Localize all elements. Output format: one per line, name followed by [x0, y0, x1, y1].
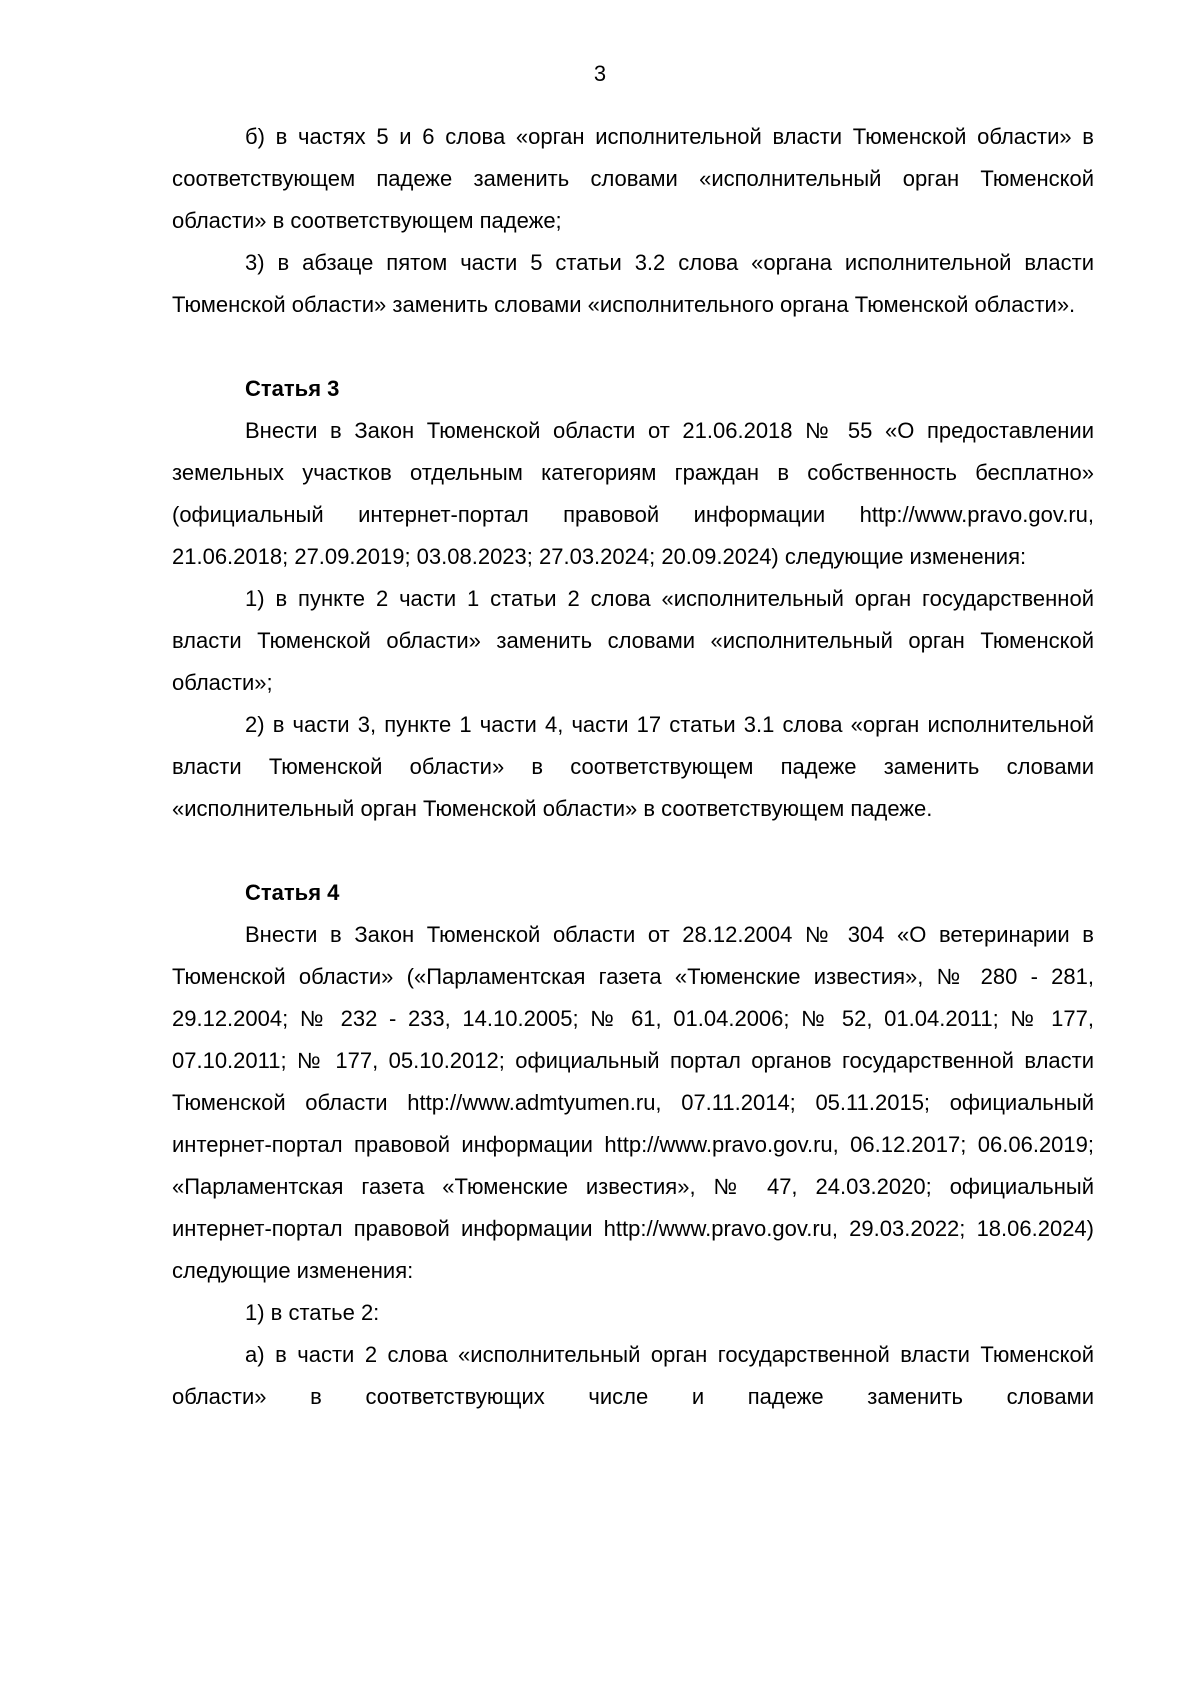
article-3-intro-paragraph: Внести в Закон Тюменской области от 21.06.2018 № 55 «О предоставлении земельных участков отдельным категориям граждан в собственность бесплатно» (официальный интернет-портал правовой информации http://www.pravo.gov.ru, 21.06.2018; 27.09.2019; 03.08.2023; 27.03.2024; 20.09.2024) следующие изменения: — [172, 418, 1094, 569]
article-4-heading: Статья 4 — [245, 880, 340, 905]
spacer — [172, 326, 1094, 368]
article-4-intro-paragraph: Внести в Закон Тюменской области от 28.12.2004 № 304 «О ветеринарии в Тюменской области» («Парламентская газета «Тюменские известия», № 280 - 281, 29.12.2004; № 232 - 233, 14.10.2005; № 61, 01.04.2006; № 52, 01.04.2011; № 177, 07.10.2011; № 177, 05.10.2012; официальный портал органов государственной власти Тюменской области http://www.admtyumen.ru, 07.11.2014; 05.11.2015; официальный интернет-портал правовой информации http://www.pravo.gov.ru, 06.12.2017; 06.06.2019; «Парламентская газета «Тюменские известия», № 47, 24.03.2020; официальный интернет-портал правовой информации http://www.pravo.gov.ru, 29.03.2022; 18.06.2024) следующие изменения: — [172, 922, 1094, 1283]
document-body — [172, 116, 1094, 1418]
page-number: 3 — [593, 61, 607, 86]
article-4-item-1: 1) в статье 2: — [245, 1300, 380, 1325]
article-3-heading: Статья 3 — [245, 376, 340, 401]
spacer — [172, 830, 1094, 872]
paragraph-b-parts-5-6: б) в частях 5 и 6 слова «орган исполнительной власти Тюменской области» в соответствующем падеже заменить словами «исполнительный орган Тюменской области» в соответствующем падеже; — [172, 124, 1094, 233]
paragraph-3-article-3-2: 3) в абзаце пятом части 5 статьи 3.2 слова «органа исполнительной власти Тюменской области» заменить словами «исполнительного органа Тюменской области». — [172, 250, 1094, 317]
article-4-item-a: а) в части 2 слова «исполнительный орган государственной власти Тюменской области» в соответствующих числе и падеже заменить словами — [172, 1342, 1094, 1409]
article-3-item-2: 2) в части 3, пункте 1 части 4, части 17 статьи 3.1 слова «орган исполнительной власти Тюменской области» в соответствующем падеже заменить словами «исполнительный орган Тюменской области» в соответствующем падеже. — [172, 712, 1094, 821]
article-3-item-1: 1) в пункте 2 части 1 статьи 2 слова «исполнительный орган государственной власти Тюменской области» заменить словами «исполнительный орган Тюменской области»; — [172, 586, 1094, 695]
